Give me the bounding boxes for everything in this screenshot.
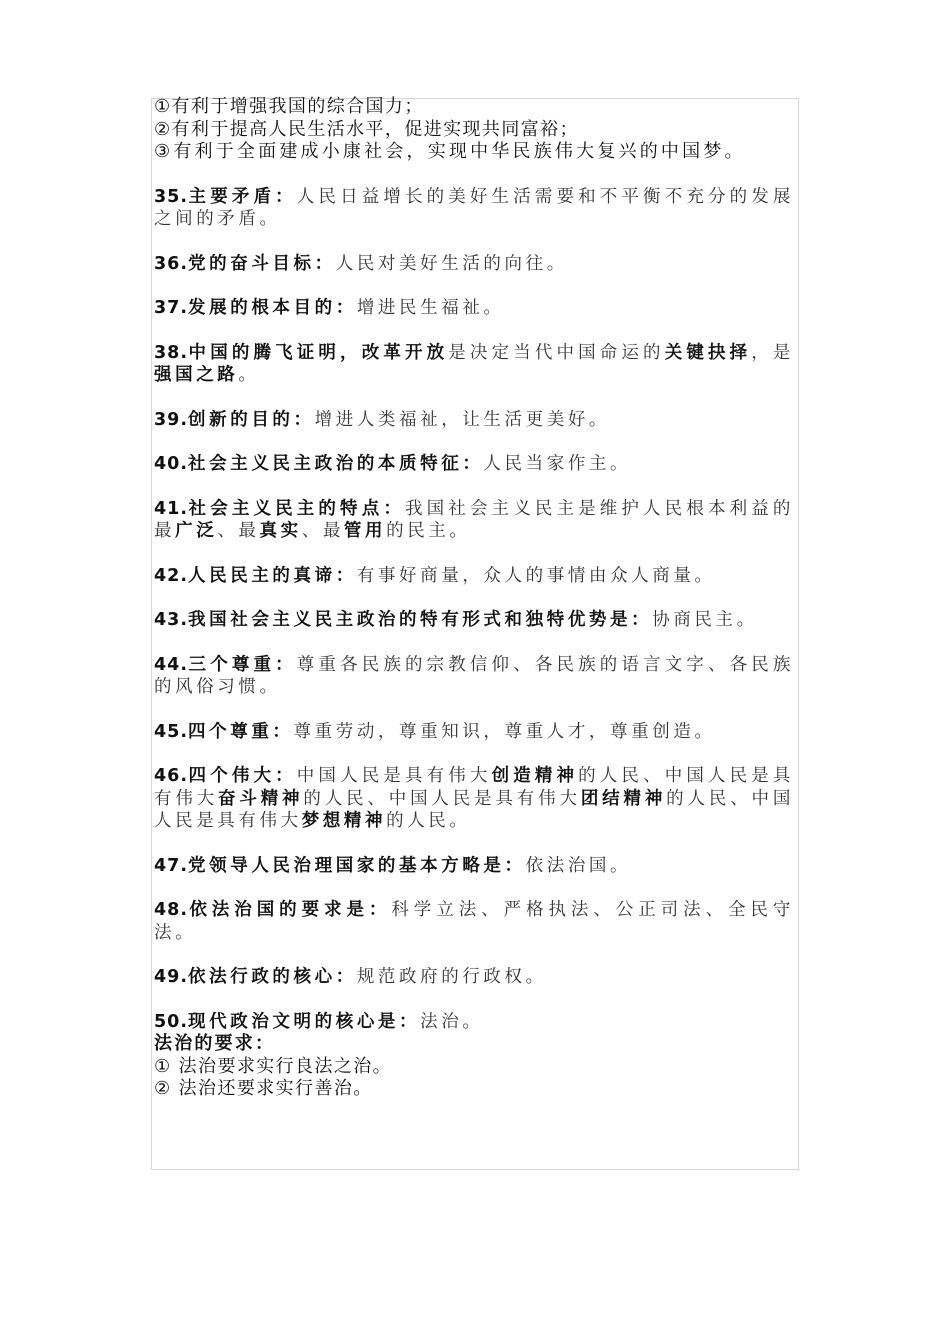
item-48 [154,899,794,944]
item-text: 是决定当代中国命运的 [448,342,665,363]
item-emphasis: 团结精神 [580,788,667,809]
requirement-2: ② 法治还要求实行善治。 [154,1078,373,1099]
item-text: 的人民、中国人民是具有伟大 [303,788,581,809]
item-number: 37. [154,298,189,318]
intro-line-3: ③有利于全面建成小康社会，实现中华民族伟大复兴的中国梦。 [154,141,746,162]
item-emphasis: 广泛 [175,521,218,541]
item-text: 协商民主。 [652,610,758,630]
item-title: 三个尊重： [188,654,297,675]
item-title: 现代政治文明的核心是： [188,1011,421,1032]
item-text: 我国社会主义民主是维护人民根本利益的最 [154,498,794,541]
item-emphasis: 奋斗精神 [218,788,304,809]
item-44 [154,654,794,699]
item-number: 41. [154,498,189,519]
item-title: 社会主义民主政治的本质特征： [188,454,484,474]
item-38 [154,342,794,387]
item-title: 发展的根本目的： [188,298,357,318]
item-title: 主要矛盾： [188,186,297,207]
item-number: 38. [154,342,189,363]
item-42 [154,565,794,588]
item-47 [154,855,794,878]
intro-list [154,96,794,164]
item-text: 有事好商量，众人的事情由众人商量。 [356,565,716,586]
item-title: 人民民主的真谛： [188,565,357,586]
item-text: 规范政府的行政权。 [356,967,547,987]
intro-line-1: ①有利于增强我国的综合国力； [154,96,424,117]
item-text: 、最 [217,521,260,541]
item-41 [154,498,794,543]
item-title: 四个尊重： [188,721,294,742]
item-number: 44. [154,654,189,675]
item-39 [154,409,794,432]
item-text: ，是 [751,342,795,363]
item-text: 人民日益增长的美好生活需要和不平衡不充分的发展之间的矛盾。 [154,186,795,229]
item-37 [154,297,794,320]
intro-line-2: ②有利于提高人民生活水平，促进实现共同富裕； [154,118,579,140]
item-title: 我国社会主义民主政治的特有形式和独特优势是： [188,610,653,630]
item-35 [154,186,794,231]
item-text: 尊重各民族的宗教信仰、各民族的语言文字、各民族的风俗习惯。 [154,654,795,697]
item-number: 36. [154,253,189,274]
item-46 [154,765,794,833]
item-number: 35. [154,186,189,207]
document-content [154,96,794,1101]
item-text: 法治。 [420,1011,484,1032]
item-title: 依法治国的要求是： [188,900,392,920]
item-number: 46. [154,766,189,786]
requirements-subtitle: 法治的要求： [154,1033,276,1054]
item-text: 中国人民是具有伟大 [296,766,492,786]
item-number: 42. [154,565,189,586]
item-40 [154,453,794,476]
item-text: 尊重劳动，尊重知识，尊重人才，尊重创造。 [293,721,716,742]
item-emphasis: 真实 [259,521,302,541]
item-emphasis: 强国之路 [154,365,239,385]
item-title: 党领导人民治理国家的基本方略是： [188,855,526,876]
item-43 [154,609,794,632]
item-number: 49. [154,967,189,987]
item-text: 的民主。 [386,521,471,541]
item-text: 增进人类福祉，让生活更美好。 [314,409,611,430]
item-50 [154,1011,794,1034]
item-number: 47. [154,855,189,876]
item-number: 45. [154,721,189,742]
item-number: 43. [154,610,189,630]
item-45 [154,721,794,744]
item-emphasis: 关键抉择 [664,342,752,363]
item-emphasis: 梦想精神 [301,811,387,831]
item-number: 50. [154,1011,189,1032]
item-36 [154,253,794,276]
item-title: 创新的目的： [188,409,315,430]
item-number: 40. [154,454,189,474]
rule-of-law-requirements [154,1033,794,1101]
item-text: 、最 [301,521,344,541]
item-text: 。 [238,365,260,385]
item-text: 的人民、中国人民是具有伟大 [154,766,795,809]
item-number: 39. [154,409,189,430]
item-title: 四个伟大： [188,766,297,786]
requirement-1: ① 法治要求实行良法之治。 [154,1055,393,1077]
item-text: 的人民。 [386,811,471,831]
item-text: 人民当家作主。 [483,454,632,474]
item-list [154,186,794,1034]
item-title: 依法行政的核心： [188,967,357,987]
item-number: 48. [154,900,189,920]
item-emphasis: 管用 [343,521,387,541]
item-text: 增进民生福祉。 [356,298,505,318]
item-title: 社会主义民主的特点： [188,498,405,519]
item-emphasis: 改革开放 [361,342,449,363]
item-49 [154,966,794,989]
item-text: 依法治国。 [525,855,632,876]
item-emphasis: 创造精神 [491,766,579,786]
item-text: 的人民、中国人民是具有伟大 [154,788,794,831]
item-text: 科学立法、严格执法、公正司法、全民守法。 [154,900,794,943]
item-text: 人民对美好生活的向往。 [335,253,568,274]
item-title: 党的奋斗目标： [188,253,336,274]
item-title: 中国的腾飞证明， [188,342,362,363]
